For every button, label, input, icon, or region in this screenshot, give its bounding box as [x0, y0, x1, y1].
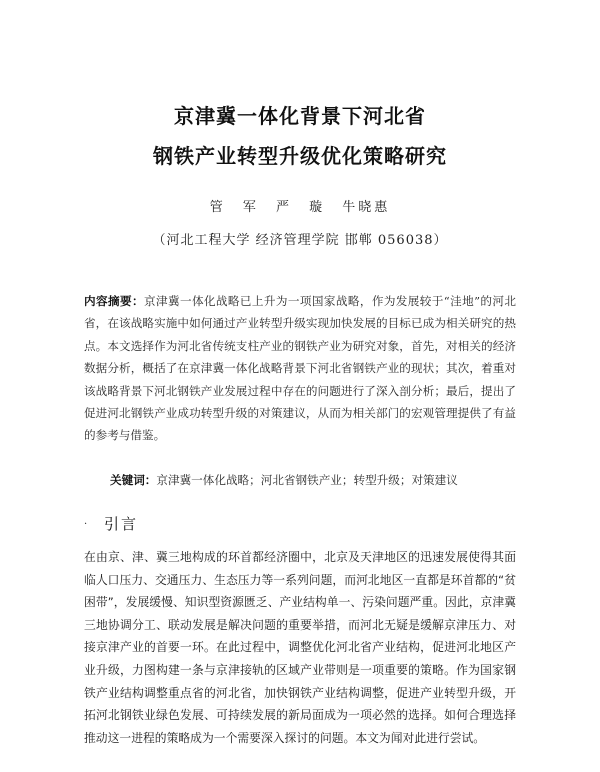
introduction-paragraph: 在由京、津、冀三地构成的环首都经济圈中，北京及天津地区的迅速发展使得其面临人口压力、交通压力、生态压力等一系列问题，而河北地区一直都是环首都的“贫困带”，发展缓慢、知识型资源匮乏、产业结构单一、污染问题严重。因此，京津冀三地协调分工、联动发展是解决问题的重要举措，而河北无疑是缓解京津压力、对接京津产业的首要一环。在此过程中，调整优化河北省产业结构，促进河北地区产业升级，力图构建一条与京津接轨的区域产业带则是一项重要的策略。作为国家钢铁产业结构调整重点省的河北省，加快钢铁产业结构调整，促进产业转型升级，开拓河北钢铁业绿色发展、可持续发展的新局面成为一项必然的选择。如何合理选择推动这一进程的策略成为一个需要深入探讨的问题。本文为闻对此进行尝试。 — [84, 550, 516, 745]
paper-title-line-2: 钢铁产业转型升级优化策略研究 — [153, 144, 447, 168]
abstract-text: 京津冀一体化战略已上升为一项国家战略，作为发展较于“洼地”的河北省，在该战略实施中如何通过产业转型升级实现加快发展的目标已成为相关研究的热点。本文选择作为河北省传统支柱产业的钢铁产业为研究对象，首先，对相关的经济数据分析，概括了在京津冀一体化战略背景下河北省钢铁产业的现状；其次，着重对该战略背景下河北钢铁产业发展过程中存在的问题进行了深入剖分析；最后，提出了促进河北钢铁产业成功转型升级的对策建议，从而为相关部门的宏观管理提供了有益的参考与借鉴。 — [84, 294, 516, 443]
section-bullet: · — [84, 519, 88, 530]
paper-title-line-1: 京津冀一体化背景下河北省 — [174, 104, 426, 128]
abstract — [84, 290, 516, 447]
author-list: 管 军 严 璇 牛晓惠 — [209, 200, 391, 215]
abstract-label: 内容摘要： — [84, 294, 144, 308]
keywords — [110, 470, 520, 490]
keywords-text: 京津冀一体化战略；河北省钢铁产业；转型升级；对策建议 — [156, 473, 458, 487]
author-affiliation: （河北工程大学 经济管理学院 邯郸 056038） — [152, 233, 448, 248]
section-heading-introduction: 引言 — [104, 515, 139, 533]
keywords-label: 关键词： — [110, 473, 157, 487]
